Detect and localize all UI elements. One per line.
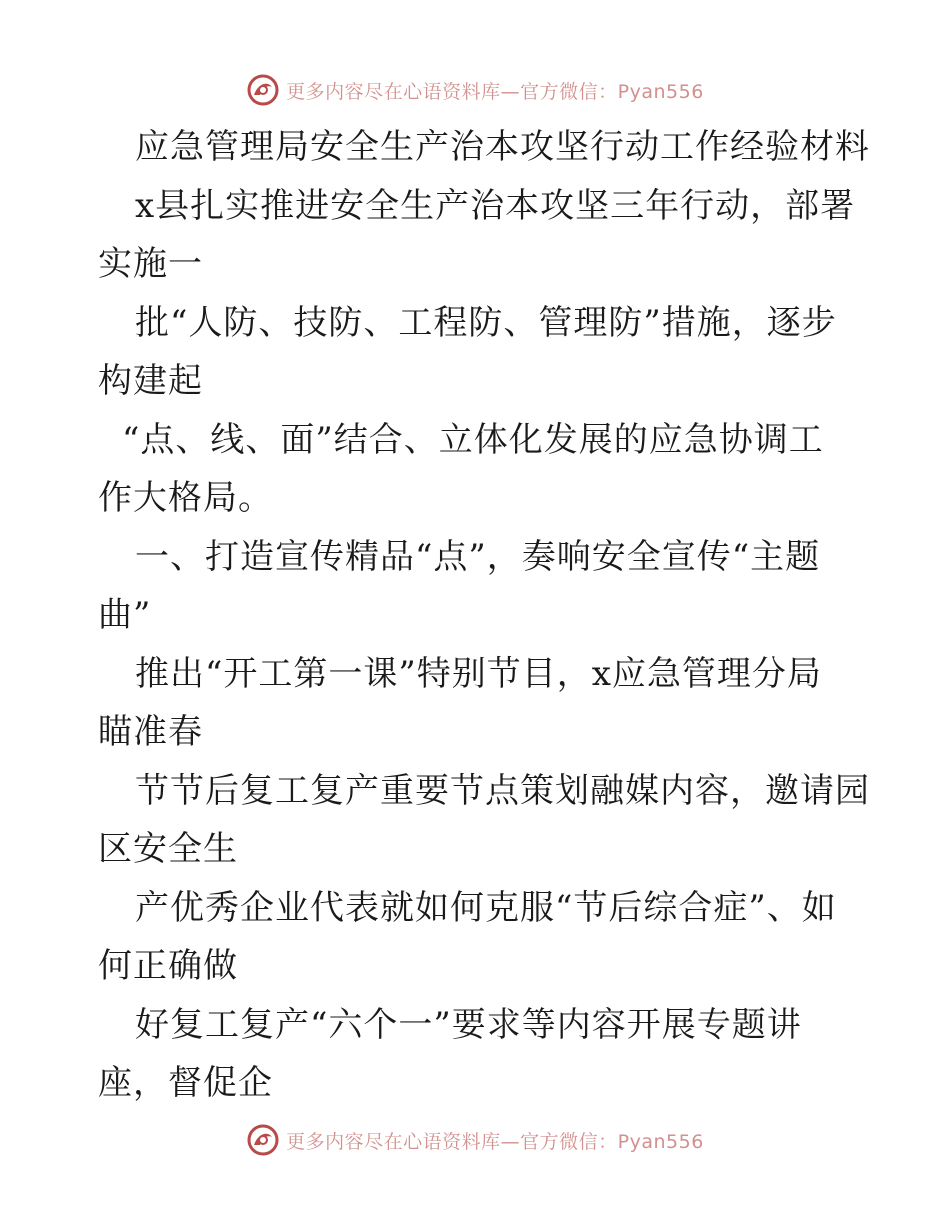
paragraph-line: x县扎实推进安全生产治本攻坚三年行动，部署 [135, 185, 856, 226]
paragraph-line: 产优秀企业代表就如何克服“节后综合症”、如 [135, 887, 837, 928]
paragraph-line: 区安全生 [98, 829, 238, 869]
section-heading-continued: 曲” [98, 595, 152, 635]
paragraph-line: 节节后复工复产重要节点策划融媒内容，邀请园 [135, 770, 870, 811]
paragraph-line: 瞄准春 [98, 712, 203, 752]
paragraph-line: 实施一 [98, 244, 203, 284]
swirl-logo-icon [246, 1123, 280, 1157]
document-body [98, 118, 870, 1113]
paragraph-line: 批“人防、技防、工程防、管理防”措施，逐步 [135, 302, 837, 343]
watermark-banner-bottom [0, 1120, 950, 1160]
swirl-logo-icon [246, 73, 280, 107]
paragraph-line: 好复工复产“六个一”要求等内容开展专题讲 [135, 1004, 802, 1045]
section-heading: 一、打造宣传精品“点”，奏响安全宣传“主题 [135, 536, 821, 577]
paragraph-line: 推出“开工第一课”特别节目，x应急管理分局 [135, 653, 822, 694]
paragraph-line: 何正确做 [98, 946, 238, 986]
watermark-text: 更多内容尽在心语资料库—官方微信：Pyan556 [286, 80, 704, 103]
paragraph-line: 构建起 [98, 361, 203, 401]
paragraph-line: 座，督促企 [98, 1063, 273, 1103]
document-title: 应急管理局安全生产治本攻坚行动工作经验材料 [135, 127, 870, 167]
watermark-banner-top [0, 70, 950, 110]
watermark-text: 更多内容尽在心语资料库—官方微信：Pyan556 [286, 1130, 704, 1153]
paragraph-line: “点、线、面”结合、立体化发展的应急协调工 [122, 419, 824, 460]
paragraph-line: 作大格局。 [98, 478, 273, 518]
